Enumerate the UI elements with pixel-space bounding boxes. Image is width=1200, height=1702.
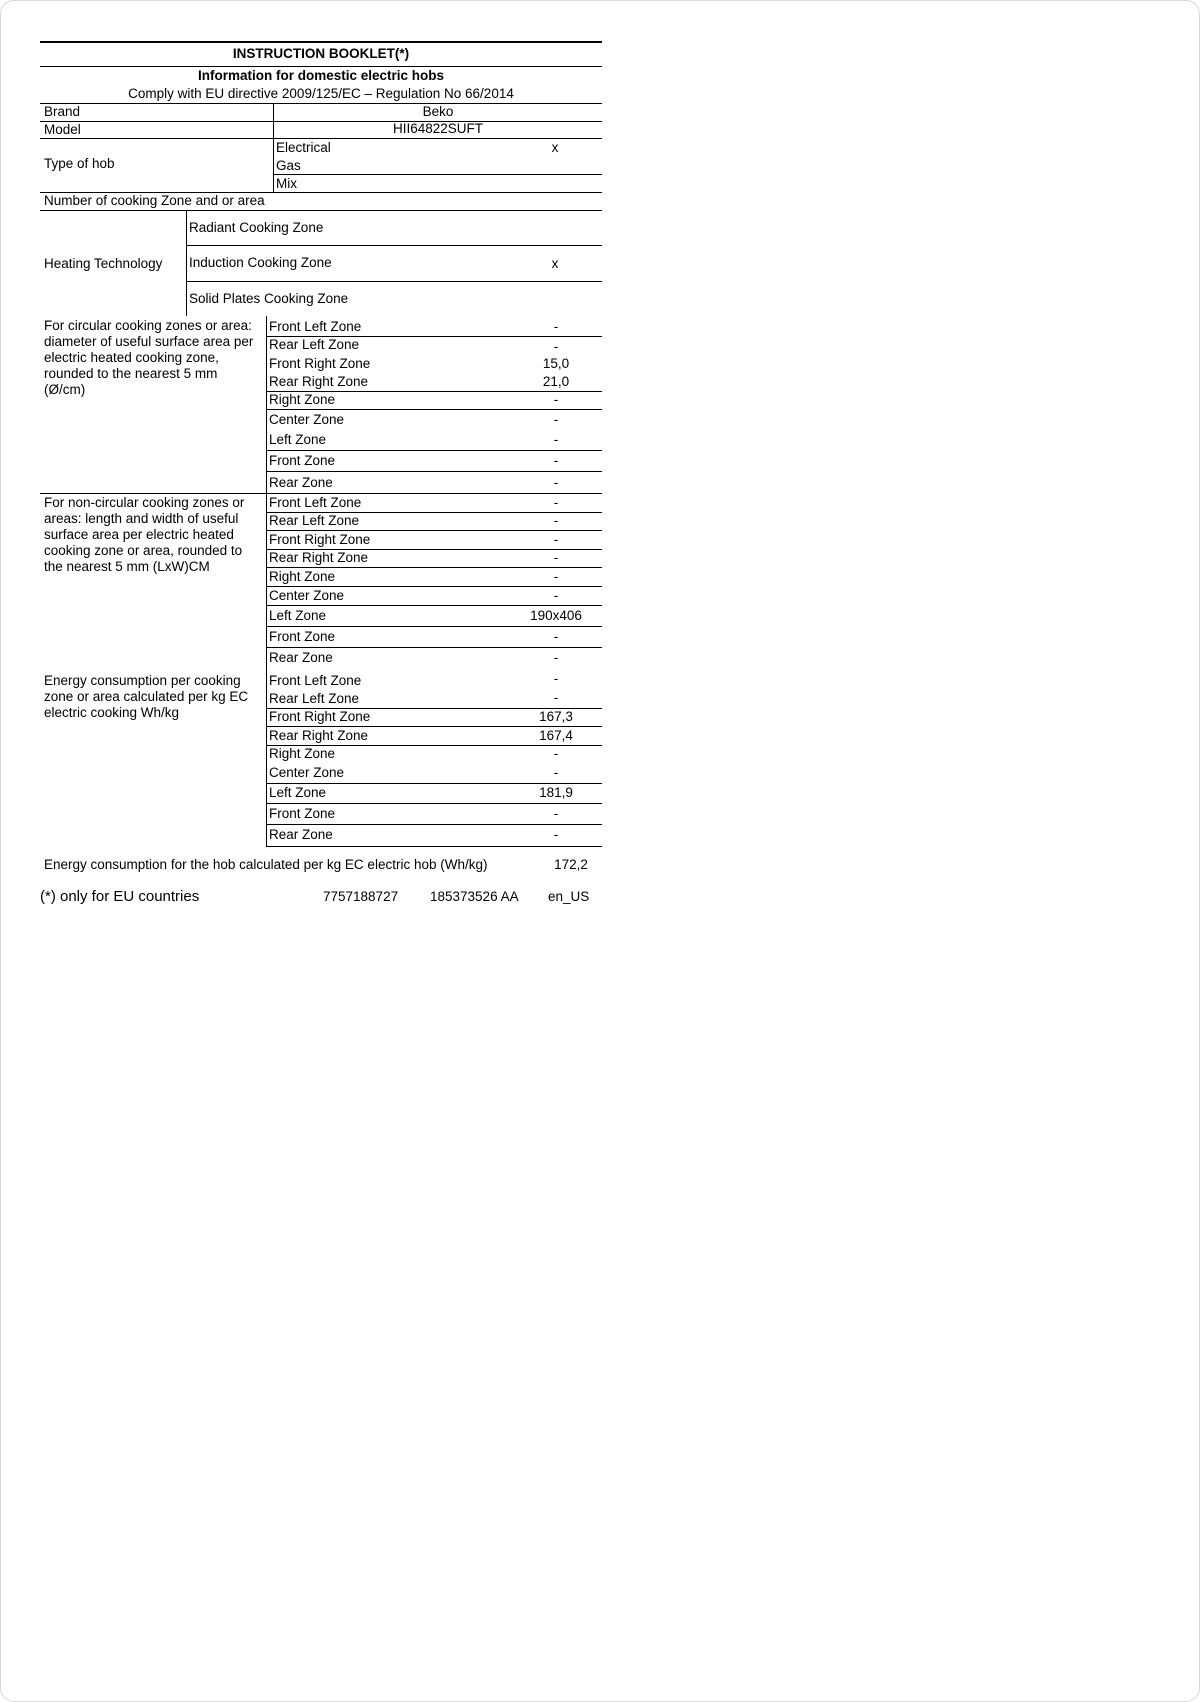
model-value: HII64822SUFT: [392, 121, 484, 136]
rule: [266, 783, 602, 784]
energy-zone-name: Left Zone: [269, 785, 327, 800]
noncircular-zone-name: Front Zone: [269, 629, 336, 644]
circular-zone-name: Center Zone: [269, 412, 345, 427]
rule: [266, 586, 602, 587]
energy-zone-value: -: [553, 690, 559, 705]
noncircular-label: For non-circular cooking zones or areas: length and width of useful surface area per electric heated cooking zone or area, rounded to the nearest 5 mm (LxW)CM: [44, 495, 245, 574]
noncircular-zone-value: -: [553, 550, 559, 565]
circular-zone-name: Rear Zone: [269, 475, 333, 490]
rule: [266, 409, 602, 410]
energy-zone-value: -: [553, 671, 559, 686]
circular-zone-value: 15,0: [542, 356, 570, 371]
energy-zone-name: Front Right Zone: [269, 709, 371, 724]
rule: [40, 66, 602, 67]
noncircular-zone-value: -: [553, 532, 559, 547]
zone-count-label: Number of cooking Zone and or area: [44, 193, 265, 208]
circular-zone-name: Rear Left Zone: [269, 337, 360, 352]
rule: [266, 450, 602, 451]
rule: [40, 210, 602, 211]
energy-zone-label: Energy consumption per cooking zone or area calculated per kg EC electric cooking Wh/kg: [44, 673, 249, 720]
circular-zone-value: -: [553, 475, 559, 490]
hob-type-gas: Gas: [276, 158, 301, 173]
rule: [266, 605, 602, 606]
noncircular-zone-name: Rear Left Zone: [269, 513, 360, 528]
energy-zone-name: Rear Zone: [269, 827, 333, 842]
rule: [266, 647, 602, 648]
brand-value: Beko: [422, 104, 454, 119]
noncircular-zone-value: -: [553, 513, 559, 528]
circular-zone-name: Front Right Zone: [269, 356, 371, 371]
heating-solid-plates: Solid Plates Cooking Zone: [189, 291, 349, 306]
circular-zone-value: 21,0: [542, 374, 570, 389]
energy-zone-name: Right Zone: [269, 746, 336, 761]
brand-label: Brand: [44, 104, 81, 119]
document-code: 7757188727: [323, 889, 399, 904]
energy-zone-name: Rear Right Zone: [269, 728, 369, 743]
circular-zone-name: Right Zone: [269, 392, 336, 407]
hob-type-electrical: Electrical: [276, 140, 331, 155]
noncircular-zone-value: -: [553, 629, 559, 644]
heating-label: Heating Technology: [44, 256, 163, 271]
rule: [266, 726, 602, 727]
energy-zone-name: Center Zone: [269, 765, 345, 780]
noncircular-zone-value: 190x406: [530, 608, 582, 623]
circular-zone-value: -: [553, 339, 559, 354]
hob-type-label: Type of hob: [44, 156, 115, 171]
noncircular-zone-name: Center Zone: [269, 588, 345, 603]
energy-zone-value: -: [553, 765, 559, 780]
energy-zone-value: 181,9: [539, 785, 573, 800]
rule: [266, 626, 602, 627]
energy-hob-label: Energy consumption for the hob calculated per kg EC electric hob (Wh/kg): [44, 857, 488, 872]
energy-zone-value: 167,3: [539, 709, 573, 724]
directive-text: Comply with EU directive 2009/125/EC – Regulation No 66/2014: [128, 86, 514, 101]
energy-zone-name: Front Left Zone: [269, 673, 362, 688]
noncircular-zone-name: Front Left Zone: [269, 495, 362, 510]
heating-induction: Induction Cooking Zone: [189, 255, 332, 270]
noncircular-zone-name: Rear Zone: [269, 650, 333, 665]
energy-zone-value: -: [553, 827, 559, 842]
rule: [266, 567, 602, 568]
energy-zone-value: 167,4: [539, 728, 573, 743]
column-divider: [186, 210, 187, 316]
circular-zone-value: -: [553, 453, 559, 468]
circular-zone-name: Front Left Zone: [269, 319, 362, 334]
circular-zone-name: Front Zone: [269, 453, 336, 468]
energy-hob-value: 172,2: [554, 857, 588, 872]
hob-type-electrical-mark: x: [551, 140, 559, 155]
eu-footnote: (*) only for EU countries: [40, 888, 200, 905]
rule: [266, 530, 602, 531]
rule: [266, 846, 602, 847]
rule: [266, 824, 602, 825]
circular-zone-value: -: [553, 432, 559, 447]
rule: [266, 803, 602, 804]
heating-induction-mark: x: [551, 256, 559, 271]
noncircular-zone-value: -: [553, 650, 559, 665]
locale-code: en_US: [548, 889, 590, 904]
noncircular-zone-name: Rear Right Zone: [269, 550, 369, 565]
noncircular-zone-value: -: [553, 588, 559, 603]
circular-zone-value: -: [553, 412, 559, 427]
energy-zone-value: -: [553, 806, 559, 821]
rule: [40, 493, 602, 494]
rule: [186, 245, 602, 246]
energy-zone-name: Rear Left Zone: [269, 691, 360, 706]
noncircular-zone-value: -: [553, 495, 559, 510]
top-rule: [40, 41, 602, 43]
column-divider: [266, 316, 267, 846]
noncircular-zone-name: Left Zone: [269, 608, 327, 623]
model-label: Model: [44, 122, 81, 137]
rule: [186, 281, 602, 282]
energy-zone-value: -: [553, 746, 559, 761]
booklet-title: INSTRUCTION BOOKLET(*): [232, 46, 410, 61]
revision-code: 185373526 AA: [430, 889, 519, 904]
heating-radiant: Radiant Cooking Zone: [189, 220, 324, 235]
circular-zone-name: Rear Right Zone: [269, 374, 369, 389]
circular-label: For circular cooking zones or area: diameter of useful surface area per electric heated cooking zone, rounded to the nearest 5 mm (Ø/cm): [44, 318, 254, 397]
circular-zone-name: Left Zone: [269, 432, 327, 447]
rule: [266, 471, 602, 472]
hob-type-mix: Mix: [276, 176, 297, 191]
energy-zone-name: Front Zone: [269, 806, 336, 821]
circular-zone-value: -: [553, 319, 559, 334]
noncircular-zone-value: -: [553, 569, 559, 584]
rule: [40, 138, 602, 139]
booklet-subtitle: Information for domestic electric hobs: [197, 68, 445, 83]
noncircular-zone-name: Front Right Zone: [269, 532, 371, 547]
column-divider: [273, 103, 274, 192]
rule: [273, 174, 602, 175]
noncircular-zone-name: Right Zone: [269, 569, 336, 584]
circular-zone-value: -: [553, 392, 559, 407]
